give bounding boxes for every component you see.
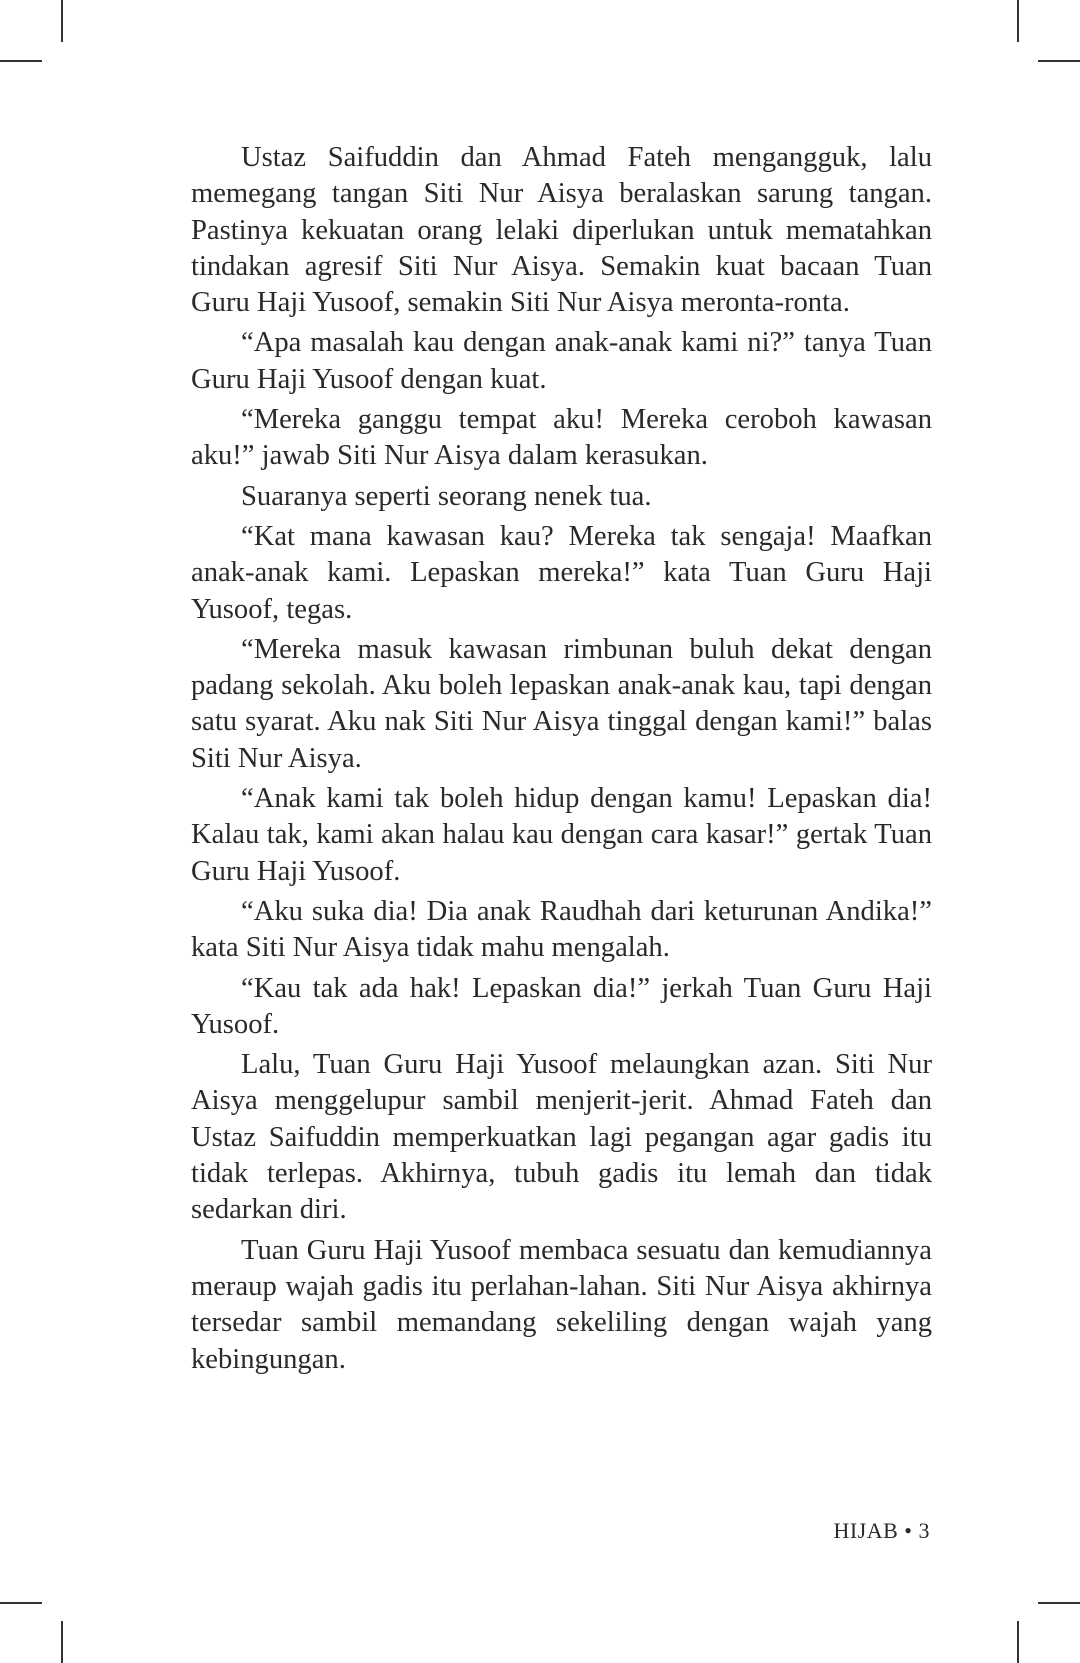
paragraph: “Aku suka dia! Dia anak Raudhah dari keturunan Andika!” kata Siti Nur Aisya tidak mahu mengalah. (191, 895, 932, 964)
crop-mark-bottom-right-horizontal (1038, 1602, 1080, 1604)
crop-mark-bottom-right-vertical (1017, 1621, 1019, 1663)
crop-mark-top-left-horizontal (0, 60, 42, 62)
paragraph: Ustaz Saifuddin dan Ahmad Fateh mengangguk, lalu memegang tangan Siti Nur Aisya beralaskan sarung tangan. Pastinya kekuatan orang lelaki diperlukan untuk mematahkan tindakan agresif Siti Nur Aisya. Semakin kuat bacaan Tuan Guru Haji Yusoof, semakin Siti Nur Aisya meronta-ronta. (191, 142, 932, 319)
body-text (191, 140, 932, 1378)
running-title: HIJAB (833, 1518, 899, 1543)
crop-mark-bottom-left-vertical (61, 1621, 63, 1663)
paragraph: “Anak kami tak boleh hidup dengan kamu! Lepaskan dia! Kalau tak, kami akan halau kau dengan cara kasar!” gertak Tuan Guru Haji Yusoof. (191, 783, 932, 887)
footer-separator: • (904, 1518, 913, 1543)
paragraph: “Mereka ganggu tempat aku! Mereka ceroboh kawasan aku!” jawab Siti Nur Aisya dalam kerasukan. (191, 404, 932, 472)
paragraph: “Kat mana kawasan kau? Mereka tak sengaja! Maafkan anak-anak kami. Lepaskan mereka!” kata Tuan Guru Haji Yusoof, tegas. (191, 520, 932, 625)
paragraph: Tuan Guru Haji Yusoof membaca sesuatu dan kemudiannya meraup wajah gadis itu perlahan-lahan. Siti Nur Aisya akhirnya tersedar sambil memandang sekeliling dengan wajah yang kebingungan. (191, 1234, 932, 1375)
crop-mark-top-right-vertical (1017, 0, 1019, 42)
page-number: 3 (918, 1518, 930, 1543)
paragraph: “Kau tak ada hak! Lepaskan dia!” jerkah Tuan Guru Haji Yusoof. (191, 972, 932, 1040)
crop-mark-bottom-left-horizontal (0, 1602, 42, 1604)
paragraph: Lalu, Tuan Guru Haji Yusoof melaungkan azan. Siti Nur Aisya menggelupur sambil menjerit-jerit. Ahmad Fateh dan Ustaz Saifuddin memperkuatkan lagi pegangan agar gadis itu tidak terlepas. Akhirnya, tubuh gadis itu lemah dan tidak sedarkan diri. (191, 1049, 932, 1226)
paragraph: “Mereka masuk kawasan rimbunan buluh dekat dengan padang sekolah. Aku boleh lepaskan anak-anak kau, tapi dengan satu syarat. Aku nak Siti Nur Aisya tinggal dengan kami!” balas Siti Nur Aisya. (191, 633, 932, 774)
crop-mark-top-right-horizontal (1038, 60, 1080, 62)
page-footer (833, 1518, 930, 1544)
paragraph: “Apa masalah kau dengan anak-anak kami ni?” tanya Tuan Guru Haji Yusoof dengan kuat. (191, 327, 932, 395)
crop-mark-top-left-vertical (61, 0, 63, 42)
paragraph: Suaranya seperti seorang nenek tua. (241, 480, 652, 512)
